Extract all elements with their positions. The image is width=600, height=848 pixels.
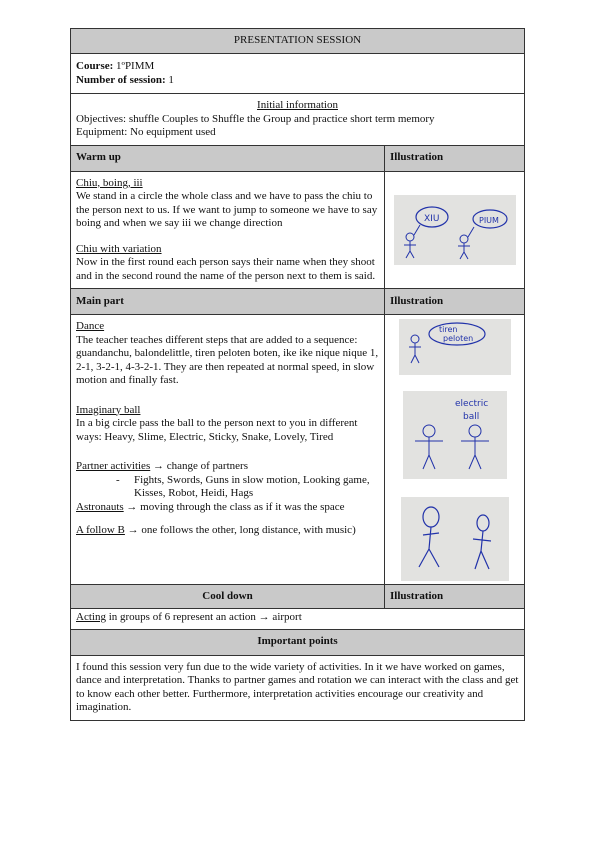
session-line <box>76 74 519 88</box>
follow-text: → one follows the other, long distance, with music) <box>124 524 356 536</box>
main-row <box>71 315 525 585</box>
page-title: PRESENTATION SESSION <box>71 29 525 54</box>
equipment-text: Equipment: No equipment used <box>76 126 216 138</box>
chiu-variation-text: Now in the first round each person says their name when they shoot and in the second round the name of the person next to them is said. <box>76 256 376 282</box>
initial-row <box>71 94 525 146</box>
list-item: - Fights, Swords, Guns in slow motion, Looking game, Kisses, Robot, Heidi, Hags <box>116 474 379 501</box>
ball-title: Imaginary ball <box>76 403 141 416</box>
astronauts-text: → moving through the class as if it was the space <box>123 500 345 513</box>
title-row <box>71 29 525 54</box>
warmup-illustration-heading: Illustration <box>385 145 525 171</box>
main-illustration-heading: Illustration <box>385 289 525 315</box>
astronauts-title: Astronauts <box>76 500 124 513</box>
acting-title: Acting <box>76 611 106 623</box>
chiu-text: We stand in a circle the whole class and we have to pass the chiu to the person next to us. If we want to jump to someone we have to say boing and when we say iii we change direction <box>76 190 378 229</box>
course-label: Course: <box>76 60 114 72</box>
cooldown-row <box>71 609 525 630</box>
dance-drawing <box>399 319 511 375</box>
important-header-row <box>71 629 525 655</box>
chiu-variation-title: Chiu with variation <box>76 242 162 255</box>
initial-heading: Initial information <box>257 99 338 111</box>
ball-text: In a big circle pass the ball to the person next to you in different ways: Heavy, Slime, Electric, Sticky, Snake, Lovely, Tired <box>76 417 358 443</box>
session-label: Number of session: <box>76 73 166 86</box>
acting-line <box>76 611 519 625</box>
objectives-text: Objectives: shuffle Couples to Shuffle the Group and practice short term memory <box>76 112 435 125</box>
doodle-word-ball: ball <box>462 412 479 422</box>
acting-text: in groups of 6 represent an action → airport <box>105 611 302 623</box>
dance-title: Dance <box>76 320 105 332</box>
doodle-word-electric: electric <box>454 399 488 409</box>
course-value: 1ºPIMM <box>116 60 155 72</box>
chiu-title: Chiu, boing, iii <box>76 176 143 189</box>
main-header-row <box>71 289 525 315</box>
partner-text: → change of partners <box>150 460 248 472</box>
doodle-word-tiren: tiren <box>438 325 457 334</box>
cooldown-header-row <box>71 585 525 609</box>
session-sheet <box>70 28 524 721</box>
partner-title: Partner activities <box>76 460 151 472</box>
important-row <box>71 655 525 720</box>
partner-line <box>76 460 379 474</box>
astronauts-line <box>76 501 379 515</box>
warmup-row <box>71 171 525 289</box>
doodle-word-xiu: XIU <box>423 213 439 224</box>
session-value: 1 <box>168 73 174 86</box>
ball-drawing <box>403 391 507 479</box>
cooldown-heading: Cool down <box>71 585 385 609</box>
partner-list <box>116 474 379 501</box>
dance-text: The teacher teaches different steps that are added to a sequence: guandanchu, balondelittle, tiren peloten boten, ike ike nique nique 1, 2-1, 3-2-1, 4-3-2-1. They are then repeated at normal speed, in slow motion and finally fast. <box>76 333 379 386</box>
warmup-heading: Warm up <box>71 145 385 171</box>
important-text: I found this session very fun due to the wide variety of activities. In it we have worked on games, dance and interpretation. Thanks to partner games and rotation we can interact with the class and get to know each other better. Furthermore, interpretation activities encourage our creativity and imagination. <box>76 660 519 713</box>
main-heading: Main part <box>71 289 385 315</box>
doodle-word-peloten: peloten <box>442 334 473 343</box>
session-table <box>70 28 525 721</box>
partner-drawing <box>401 497 509 581</box>
follow-title: A follow B <box>76 524 125 536</box>
doodle-word-pium: PIUM <box>478 215 499 225</box>
warmup-drawing <box>394 195 516 265</box>
course-line <box>76 60 519 74</box>
course-row <box>71 54 525 94</box>
warmup-header-row <box>71 145 525 171</box>
important-heading: Important points <box>71 629 525 655</box>
cooldown-illustration-heading: Illustration <box>385 585 525 609</box>
follow-line <box>76 524 379 538</box>
